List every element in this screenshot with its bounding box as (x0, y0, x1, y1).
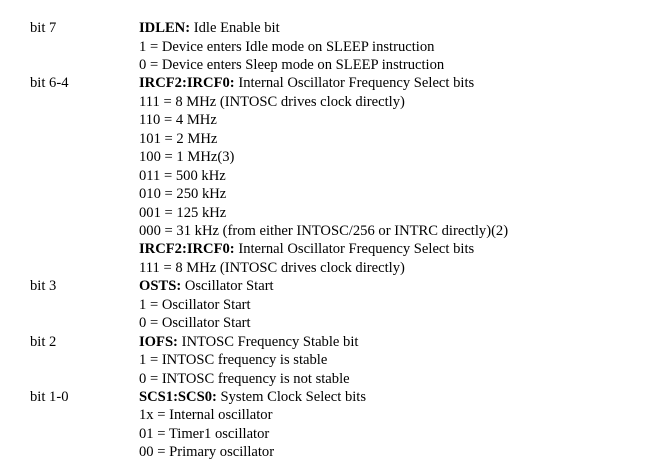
field-value-line (0, 370, 659, 388)
field-value-line (0, 185, 659, 203)
field-value: 00 = Primary oscillator (139, 444, 275, 461)
field-value: 110 = 4 MHz (139, 112, 217, 129)
field-value: 1 = Oscillator Start (139, 296, 251, 313)
field-value: 011 = 500 kHz (139, 167, 226, 184)
field-value-line (0, 425, 659, 443)
field-description (139, 74, 474, 92)
field-title: Idle Enable bit (193, 20, 280, 36)
bit-label: bit 6-4 (30, 75, 69, 92)
field-value-line (0, 351, 659, 369)
field-name: IOFS: (139, 333, 178, 350)
field-description (139, 333, 358, 351)
bit-label: bit 1-0 (30, 389, 69, 405)
register-field-header (0, 277, 659, 295)
field-title: Oscillator Start (184, 278, 274, 295)
field-value: 1 = Device enters Idle mode on SLEEP instruction (139, 38, 435, 55)
field-name: IDLEN: (139, 20, 191, 36)
register-field-header (0, 333, 659, 351)
field-value-line (0, 167, 659, 185)
field-value: 100 = 1 MHz(3) (139, 149, 235, 166)
bit-label: bit 3 (30, 278, 57, 295)
field-title: System Clock Select bits (220, 389, 367, 405)
field-value: 111 = 8 MHz (INTOSC drives clock directly) (139, 93, 405, 110)
field-name: SCS1:SCS0: (139, 389, 217, 405)
field-value: 1 = INTOSC frequency is stable (139, 352, 328, 369)
field-value-line (0, 111, 659, 129)
field-value: 0 = INTOSC frequency is not stable (139, 370, 350, 387)
field-value-line (0, 443, 659, 461)
field-title: Internal Oscillator Frequency Select bits (238, 75, 475, 92)
field-description (139, 19, 280, 37)
field-name: IRCF2:IRCF0: (139, 75, 235, 92)
field-value: 001 = 125 kHz (139, 204, 227, 221)
field-value: 1x = Internal oscillator (139, 407, 273, 424)
field-value-line (0, 38, 659, 56)
field-value-line (0, 314, 659, 332)
field-value-line (0, 406, 659, 424)
field-title: INTOSC Frequency Stable bit (181, 333, 359, 350)
field-value: 101 = 2 MHz (139, 130, 218, 147)
register-field-header (0, 240, 659, 258)
field-value-line (0, 56, 659, 74)
field-value-line (0, 204, 659, 222)
register-field-header (0, 19, 659, 37)
field-value: 0 = Oscillator Start (139, 315, 251, 332)
field-value-line (0, 222, 659, 240)
field-value: 111 = 8 MHz (INTOSC drives clock directly) (139, 259, 405, 276)
register-field-header (0, 74, 659, 92)
field-value-line (0, 148, 659, 166)
field-value-line (0, 130, 659, 148)
field-name: IRCF2:IRCF0: (139, 241, 235, 258)
field-value: 0 = Device enters Sleep mode on SLEEP instruction (139, 56, 445, 73)
field-description (139, 240, 474, 258)
field-value: 010 = 250 kHz (139, 186, 227, 202)
field-value-line (0, 296, 659, 314)
field-value-line (0, 93, 659, 111)
bit-label: bit 2 (30, 333, 57, 350)
field-value: 01 = Timer1 oscillator (139, 425, 270, 442)
field-title: Internal Oscillator Frequency Select bits (238, 241, 475, 258)
field-description (139, 388, 366, 406)
field-name: OSTS: (139, 278, 182, 295)
field-value-line (0, 259, 659, 277)
register-field-header (0, 388, 659, 406)
field-description (139, 277, 274, 295)
bit-label: bit 7 (30, 20, 57, 36)
field-value: 000 = 31 kHz (from either INTOSC/256 or INTRC directly)(2) (139, 222, 509, 239)
